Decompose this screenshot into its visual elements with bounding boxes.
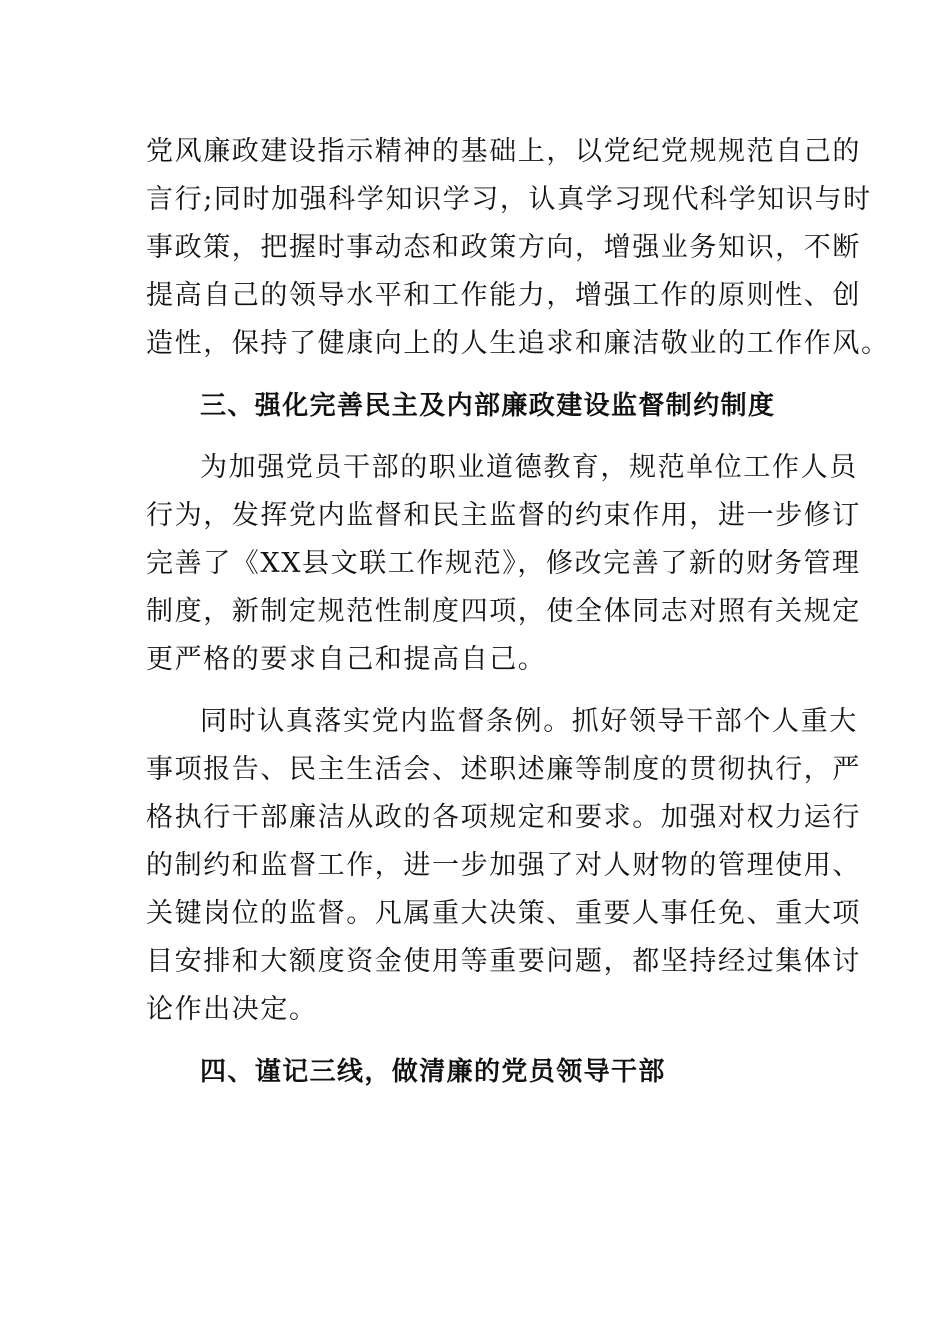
- spacer: [146, 1034, 806, 1048]
- text-line: 格执行干部廉洁从政的各项规定和要求。加强对权力运行: [146, 802, 861, 833]
- text-line: 完善了《XX县文联工作规范》，修改完善了新的财务管理: [146, 548, 861, 579]
- text-line: 更严格的要求自己和提高自己。: [146, 644, 547, 675]
- text-line: 言行;同时加强科学知识学习，认真学习现代科学知识与时: [146, 184, 872, 215]
- paragraph-regulations: [146, 444, 861, 684]
- text-line: 行为，发挥党内监督和民主监督的约束作用，进一步修订: [146, 500, 861, 531]
- document-body: [146, 128, 890, 1096]
- text-line: 事项报告、民主生活会、述职述廉等制度的贯彻执行，严: [146, 754, 861, 785]
- text-line: 关键岗位的监督。凡属重大决策、重要人事任免、重大项: [146, 898, 861, 929]
- text-line: 提高自己的领导水平和工作能力，增强工作的原则性、创: [146, 280, 861, 311]
- text-line: 的制约和监督工作，进一步加强了对人财物的管理使用、: [146, 850, 861, 881]
- paragraph-supervision: [146, 698, 861, 1034]
- text-line: 为加强党员干部的职业道德教育，规范单位工作人员: [200, 452, 858, 483]
- text-line: 党风廉政建设指示精神的基础上，以党纪党规规范自己的: [146, 136, 861, 167]
- text-line: 论作出决定。: [146, 994, 318, 1025]
- section-heading-4: 四、谨记三线，做清廉的党员领导干部: [200, 1057, 666, 1087]
- spacer: [146, 684, 806, 698]
- text-line: 同时认真落实党内监督条例。抓好领导干部个人重大: [200, 706, 858, 737]
- section-heading-3: 三、强化完善民主及内部廉政建设监督制约制度: [200, 391, 776, 421]
- text-line: 制度，新制定规范性制度四项，使全体同志对照有关规定: [146, 596, 861, 627]
- spacer: [146, 368, 806, 382]
- text-line: 造性，保持了健康向上的人生追求和廉洁敬业的工作作风。: [146, 328, 890, 359]
- spacer: [146, 430, 806, 444]
- text-line: 事政策，把握时事动态和政策方向，增强业务知识，不断: [146, 232, 861, 263]
- text-line: 目安排和大额度资金使用等重要问题，都坚持经过集体讨: [146, 946, 861, 977]
- paragraph-continued: [146, 128, 890, 368]
